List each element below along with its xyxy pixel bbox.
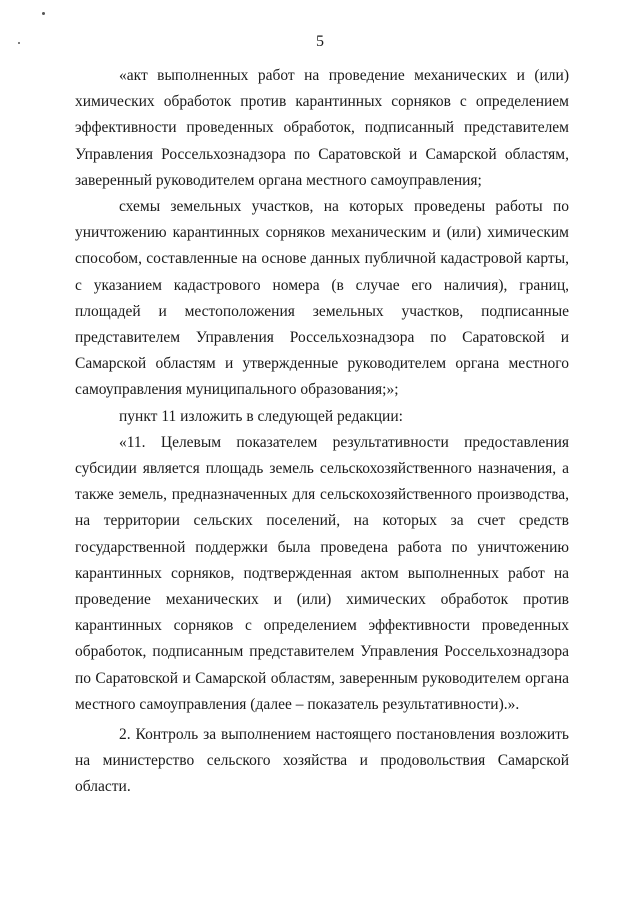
document-body [75,63,569,801]
paragraph-land-schemes: схемы земельных участков, на которых проведены работы по уничтожению карантинных сорняков механическим и (или) химическим способом, составленные на основе данных публичной кадастровой карты, с указанием кадастрового номера (в случае его наличия), границ, площадей и местоположения земельных участков, подписанные представителем Управления Россельхознадзора по Саратовской и Самарской областям и утвержденные руководителем органа местного самоуправления муниципального образования;»; [75,198,569,399]
paragraph-item-11-intro: пункт 11 изложить в следующей редакции: [119,407,403,425]
paragraph-act: «акт выполненных работ на проведение механических и (или) химических обработок против карантинных сорняков с определением эффективности проведенных обработок, подписанный представителем Управления Россельхознадзора по Саратовской и Самарской областям, заверенный руководителем органа местного самоуправления; [75,67,569,189]
paragraph-item-11: «11. Целевым показателем результативности предоставления субсидии является площадь земель сельскохозяйственного назначения, а также земель, предназначенных для сельскохозяйственного производства, на территории сельских поселений, на которых за счет средств государственной поддержки была проведена работа по уничтожению карантинных сорняков, подтвержденная актом выполненных работ на проведение механических и (или) химических обработок против карантинных сорняков с определением эффективности проведенных обработок, подписанным представителем Управления Россельхознадзора по Саратовской и Самарской областям, заверенным руководителем органа местного самоуправления (далее – показатель результативности).». [75,433,569,713]
page-number: 5 [316,33,324,50]
paragraph-control: 2. Контроль за выполнением настоящего постановления возложить на министерство сельского хозяйства и продовольствия Самарской области. [75,726,569,796]
scan-speck [42,12,45,15]
